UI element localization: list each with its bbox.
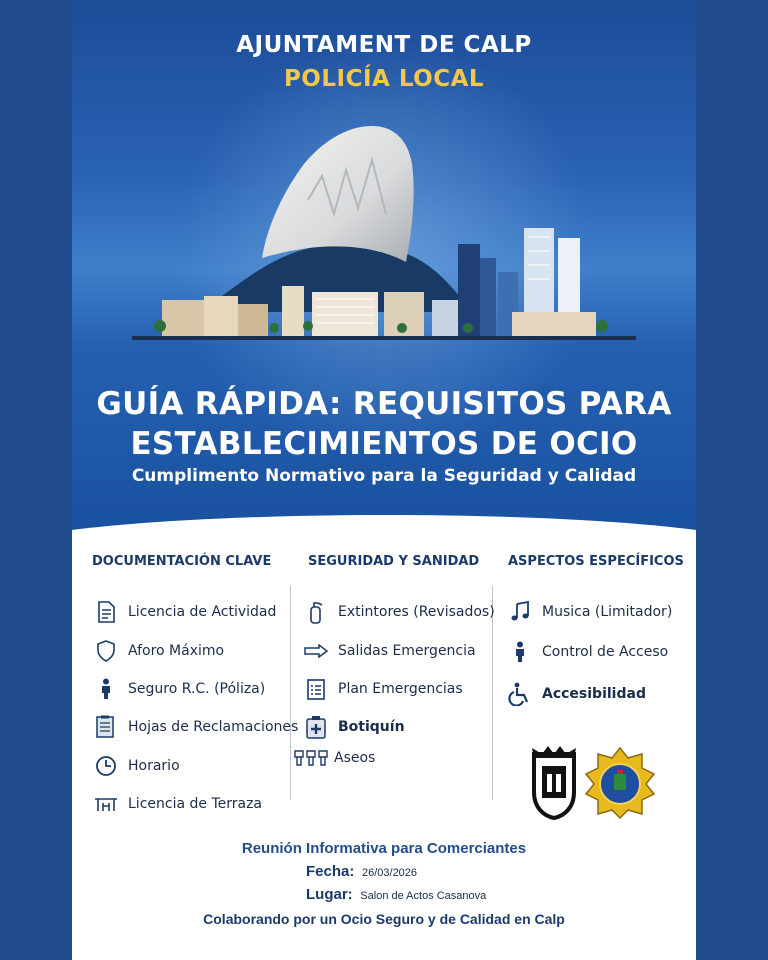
terrace-table-icon (94, 792, 118, 816)
list-item (304, 713, 405, 741)
item-label: Licencia de Actividad (128, 604, 277, 620)
item-label: Extintores (Revisados) (338, 604, 495, 620)
list-item (94, 675, 265, 703)
person-icon (94, 677, 118, 701)
column-heading-documentacion: DOCUMENTACIÓN CLAVE (92, 554, 272, 569)
list-item (508, 598, 672, 626)
list-item (94, 713, 298, 741)
poster (72, 0, 696, 960)
item-label: Salidas Emergencia (338, 643, 476, 659)
meeting-title: Reunión Informativa para Comerciantes (241, 840, 527, 857)
footer-slogan: Colaborando por un Ocio Seguro y de Calidad en Calp (203, 911, 565, 927)
calp-coat-of-arms-icon (528, 746, 580, 820)
policia-local-badge-icon (582, 746, 658, 820)
list-item (304, 675, 463, 703)
item-label: Aseos (334, 750, 376, 766)
list-item (304, 637, 476, 665)
list-item (94, 752, 180, 780)
item-label: Botiquín (338, 719, 405, 735)
list-item (94, 598, 276, 626)
column-heading-seguridad: SEGURIDAD Y SANIDAD (308, 554, 480, 569)
column-divider (290, 586, 291, 800)
item-label: Accesibilidad (542, 686, 646, 702)
item-label: Licencia de Terraza (128, 796, 262, 812)
item-label: Horario (128, 758, 180, 774)
wheelchair-icon (508, 682, 532, 706)
place-value: Salon de Actos Casanova (360, 890, 487, 902)
guide-title-line-1: GUÍA RÁPIDA: REQUISITOS PARA (96, 386, 672, 422)
list-item (304, 598, 495, 626)
list-item (508, 638, 668, 666)
date-value: 26/03/2026 (361, 867, 418, 879)
arrow-right-icon (304, 639, 328, 663)
clock-icon (94, 754, 118, 778)
item-label: Control de Acceso (542, 644, 669, 660)
item-label: Hojas de Reclamaciones (128, 719, 299, 735)
organization-name: AJUNTAMENT DE CALP (236, 32, 532, 58)
date-label: Fecha: (306, 863, 355, 880)
checklist-icon (304, 677, 328, 701)
shield-icon (94, 639, 118, 663)
item-label: Aforo Máximo (128, 643, 225, 659)
list-item (94, 637, 224, 665)
list-item (292, 744, 375, 772)
item-label: Plan Emergencias (338, 681, 463, 697)
meeting-date (306, 863, 417, 880)
first-aid-icon (304, 715, 328, 739)
document-icon (94, 600, 118, 624)
meeting-place (306, 886, 486, 903)
police-unit-name: POLICÍA LOCAL (283, 66, 485, 92)
place-label: Lugar: (306, 886, 353, 903)
item-label: Seguro R.C. (Póliza) (128, 681, 266, 697)
column-heading-aspectos: ASPECTOS ESPECÍFICOS (508, 554, 684, 569)
item-label: Musica (Limitador) (542, 604, 673, 620)
guide-title-line-2: ESTABLECIMIENTOS DE OCIO (130, 426, 638, 462)
list-item (508, 680, 646, 708)
clipboard-icon (94, 715, 118, 739)
list-item (94, 790, 262, 818)
music-note-icon (508, 600, 532, 624)
toilets-icon (292, 746, 332, 770)
guide-subtitle: Cumplimento Normativo para la Seguridad y Calidad (131, 466, 637, 486)
extinguisher-icon (304, 600, 328, 624)
person-icon (508, 640, 532, 664)
